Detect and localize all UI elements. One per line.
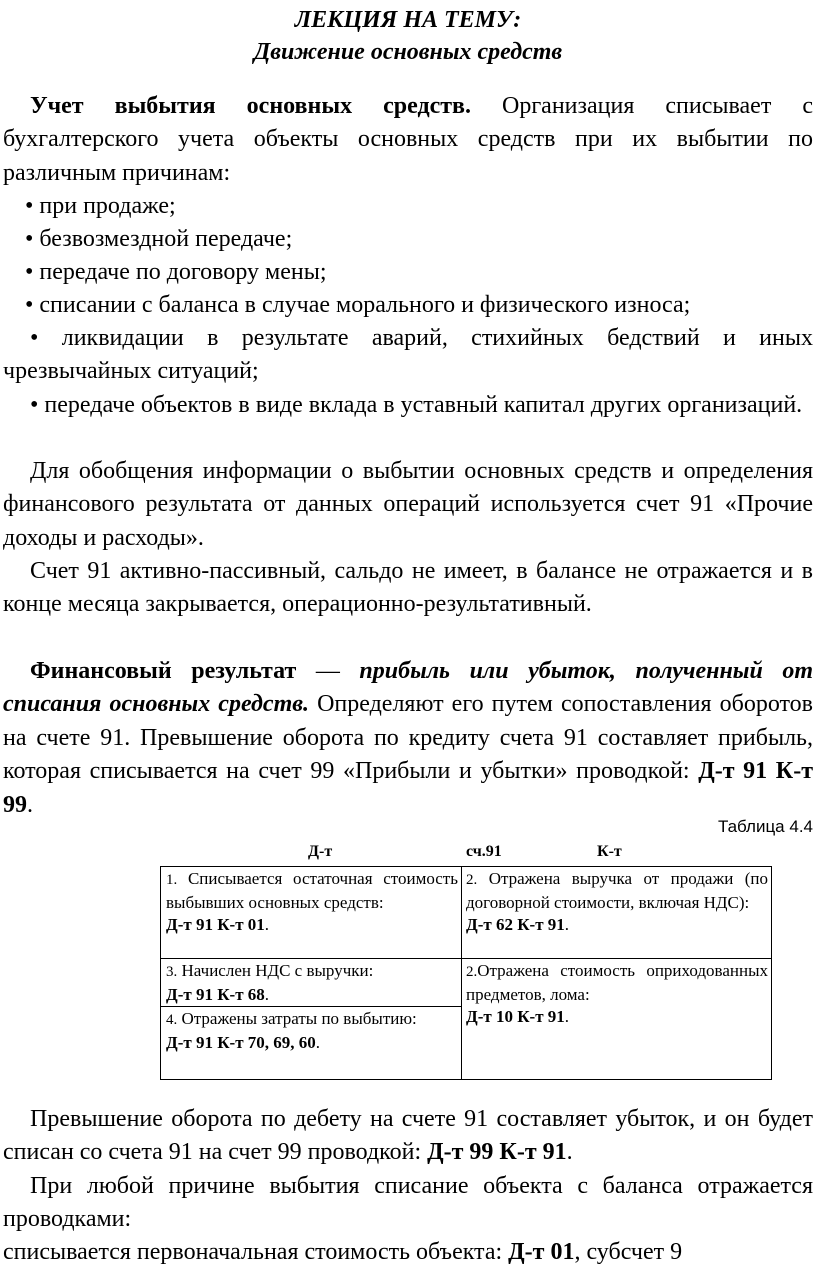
last-line-text: списывается первоначальная стоимость объекта: bbox=[3, 1239, 509, 1265]
entry-end: . bbox=[264, 915, 270, 934]
last-line-end: , субсчет 9 bbox=[574, 1239, 683, 1265]
financial-result-definition: прибыль или убыток, полученный от списания основных средств. bbox=[3, 658, 814, 718]
last-line-entry: Д-т 01 bbox=[508, 1239, 575, 1265]
list-item: • ликвидации в результате аварий, стихийных бедствий и иных чрезвычайных ситуаций; bbox=[3, 325, 813, 385]
entry-posting: Д-т 62 К-т 91 bbox=[466, 915, 565, 934]
intro-heading: Учет выбытия основных средств. bbox=[30, 93, 471, 119]
table-header bbox=[160, 842, 772, 864]
entry-posting: Д-т 91 К-т 68 bbox=[166, 984, 265, 1004]
financial-result-dash: — bbox=[296, 658, 360, 684]
lecture-subtitle: Движение основных средств bbox=[253, 39, 563, 65]
account91-paragraph: Для обобщения информации о выбытии основных средств и определения финансового результата от данных операций используется счет 91 «Прочие доходы и расходы». bbox=[3, 458, 813, 551]
entry-number: 1. bbox=[166, 872, 178, 888]
loss-entry: Д-т 99 К-т 91 bbox=[427, 1139, 567, 1166]
table-debit-column bbox=[161, 867, 462, 1079]
list-item: • при продаже; bbox=[25, 193, 176, 219]
last-line bbox=[3, 1236, 813, 1269]
table-cell bbox=[161, 1007, 461, 1079]
entry-number: 3. bbox=[166, 964, 178, 980]
account-91-table bbox=[160, 866, 772, 1080]
table-head-debit: Д-т bbox=[308, 843, 333, 860]
table-cell bbox=[461, 867, 771, 959]
financial-result-end: . bbox=[27, 791, 33, 818]
entry-number: 4. bbox=[166, 1012, 178, 1028]
any-reason-paragraph: При любой причине выбытия списание объекта с баланса отражается проводками: bbox=[3, 1173, 813, 1233]
table-credit-column bbox=[461, 867, 771, 1079]
table-cell bbox=[161, 867, 461, 959]
list-item: • передаче по договору мены; bbox=[25, 259, 327, 285]
entry-text: Отражена выручка от продажи (по договорной стоимости, включая НДС): bbox=[466, 869, 769, 912]
list-item: • безвозмездной передаче; bbox=[25, 226, 293, 252]
financial-result-paragraph bbox=[3, 655, 813, 822]
table-head-credit: К-т bbox=[597, 843, 622, 860]
financial-result-text: Определяют его путем сопоставления оборотов на счете 91. Превышение оборота по кредиту счета 91 составляет прибыль, которая списывается на счет 99 «Прибыли и убытки» проводкой: bbox=[3, 691, 814, 785]
financial-result-term: Финансовый результат bbox=[30, 658, 297, 684]
financial-result-entry: Д-т 91 К-т 99 bbox=[3, 758, 813, 818]
entry-end: . bbox=[564, 915, 570, 934]
intro-paragraph bbox=[3, 90, 813, 190]
entry-text: Отражена стоимость оприходованных предметов, лома: bbox=[466, 961, 768, 1004]
entry-posting: Д-т 91 К-т 01 bbox=[166, 915, 265, 934]
table-cell bbox=[161, 959, 461, 1007]
loss-paragraph bbox=[3, 1103, 813, 1170]
table-head-account: сч.91 bbox=[466, 843, 502, 860]
entry-end: . bbox=[564, 1007, 570, 1026]
entry-end: . bbox=[315, 1032, 321, 1052]
entry-text: Списывается остаточная стоимость выбывших основных средств: bbox=[166, 869, 458, 912]
list-item: • передаче объектов в виде вклада в уставный капитал других организаций. bbox=[30, 392, 803, 418]
loss-text: Превышение оборота по дебету на счете 91 составляет убыток, и он будет списан со счета 91 на счет 99 проводкой: bbox=[3, 1106, 813, 1166]
entry-posting: Д-т 10 К-т 91 bbox=[466, 1007, 565, 1026]
list-item: • списании с баланса в случае морального и физического износа; bbox=[25, 292, 691, 318]
entry-number: 2. bbox=[466, 872, 478, 888]
entry-text: Начислен НДС с выручки: bbox=[181, 961, 374, 980]
table-caption: Таблица 4.4 bbox=[717, 817, 813, 836]
table-cell bbox=[461, 959, 771, 1077]
entry-text: Отражены затраты по выбытию: bbox=[181, 1009, 417, 1028]
loss-end: . bbox=[566, 1139, 573, 1166]
entry-number: 2. bbox=[466, 964, 478, 980]
intro-text: Организация списывает с бухгалтерского учета объекты основных средств при их выбытии по различным причинам: bbox=[3, 93, 813, 186]
lecture-title: ЛЕКЦИЯ НА ТЕМУ: bbox=[294, 7, 522, 33]
entry-end: . bbox=[264, 984, 270, 1004]
active-passive-paragraph: Счет 91 активно-пассивный, сальдо не имеет, в балансе не отражается и в конце месяца закрывается, операционно-результативный. bbox=[3, 558, 813, 618]
entry-posting: Д-т 91 К-т 70, 69, 60 bbox=[166, 1032, 316, 1052]
